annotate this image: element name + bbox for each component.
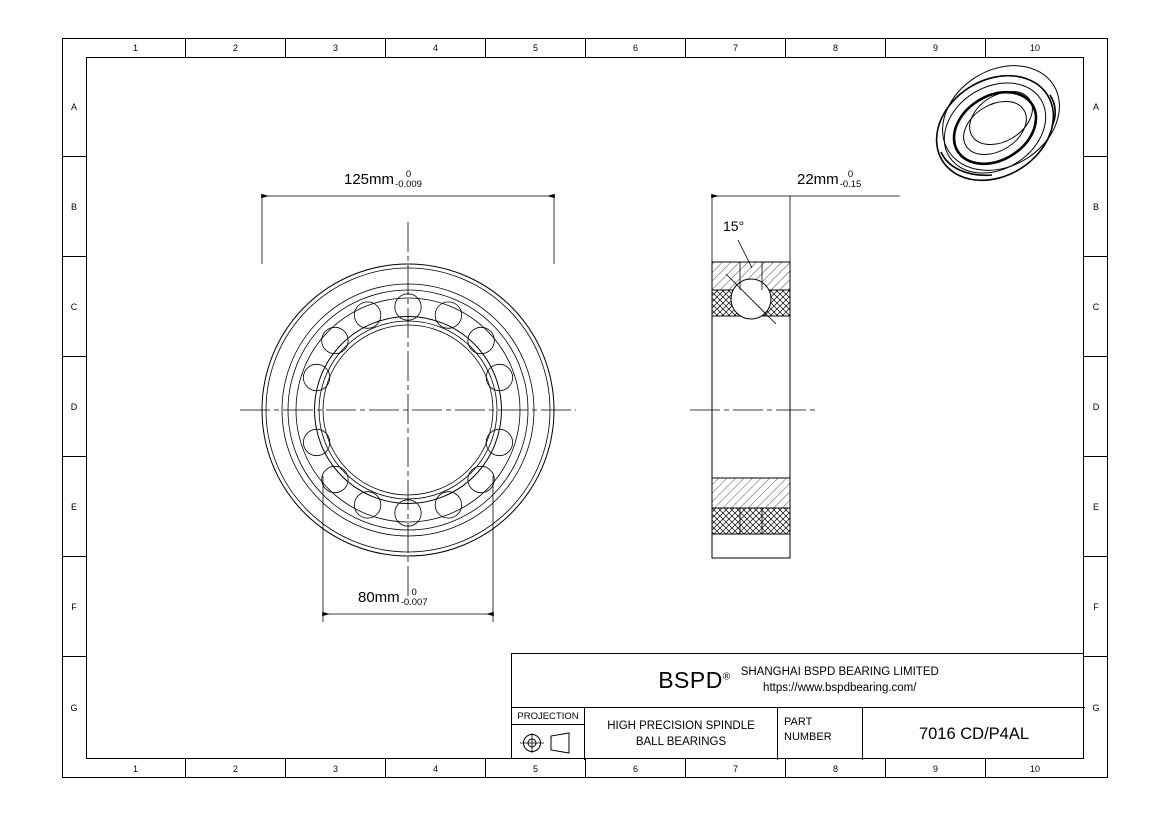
tolerance-upper: 0 [411, 587, 417, 598]
zone-label: 3 [332, 42, 338, 53]
dimension-value: 22mm [797, 170, 839, 188]
brand-group [658, 665, 939, 696]
zone-label: 1 [132, 763, 138, 774]
zone-label: A [70, 101, 77, 112]
zone-label: 4 [432, 763, 438, 774]
front-view-centerlines [240, 222, 576, 598]
dimension-outer-diameter [344, 170, 422, 190]
zone-label: 9 [932, 42, 938, 53]
zone-label: 9 [932, 763, 938, 774]
tolerance-stack [840, 170, 862, 190]
tolerance-stack [395, 170, 422, 190]
title-block-header [512, 654, 1085, 708]
company-info [741, 665, 939, 696]
dimension-bore-diameter [358, 588, 428, 608]
zone-label: 8 [832, 42, 838, 53]
company-website[interactable]: https://www.bspdbearing.com/ [763, 681, 917, 694]
dimension-value: 80mm [358, 588, 400, 606]
zone-label: 2 [232, 42, 238, 53]
projection-label: PROJECTION [512, 708, 584, 725]
zone-label: 7 [732, 42, 738, 53]
zone-label: E [1092, 501, 1099, 512]
zone-label: 6 [632, 763, 638, 774]
title-block [511, 653, 1084, 759]
dimension-lines [262, 196, 900, 622]
tolerance-lower: -0.009 [395, 178, 422, 190]
zone-label: D [70, 401, 78, 412]
part-label-line-1: PART [784, 716, 813, 728]
projection-symbol-graphic [517, 732, 579, 754]
tolerance-upper: 0 [847, 169, 854, 180]
zone-label: 1 [132, 42, 138, 53]
dimension-width [797, 170, 861, 190]
brand-logo [658, 667, 731, 694]
isometric-bearing-view [917, 44, 1079, 201]
brand-name: BSPD [658, 667, 723, 693]
zone-label: E [70, 501, 77, 512]
zone-label: G [70, 703, 78, 713]
zone-label: 2 [232, 763, 238, 774]
dimension-value: 125mm [344, 170, 395, 188]
dimension-contact-angle: 15° [723, 218, 745, 234]
projection-cell [512, 708, 585, 760]
zone-label: D [1092, 401, 1100, 412]
part-number-value-cell: 7016 CD/P4AL [918, 724, 1030, 743]
zone-label: F [1093, 601, 1099, 612]
tolerance-stack [401, 588, 428, 608]
zone-label: B [70, 201, 77, 212]
zone-label: F [71, 601, 77, 612]
tolerance-upper: 0 [405, 169, 412, 180]
part-number-label-cell [778, 708, 863, 760]
title-block-body [512, 708, 1085, 760]
zone-label: 5 [532, 42, 538, 53]
zone-label: 3 [332, 763, 338, 774]
zone-label: C [70, 301, 78, 312]
zone-label: 8 [832, 763, 838, 774]
zone-label: 4 [432, 42, 438, 53]
zone-label: 10 [1029, 42, 1040, 53]
tolerance-lower: -0.15 [839, 178, 862, 190]
zone-label: 5 [532, 763, 538, 774]
part-label-line-2: NUMBER [784, 730, 832, 743]
registered-mark-icon: ® [722, 671, 731, 683]
description-line-2: BALL BEARINGS [635, 736, 727, 748]
zone-label: C [1092, 301, 1100, 312]
description-line-1: HIGH PRECISION SPINDLE [607, 719, 755, 732]
zone-label: B [1092, 201, 1099, 212]
first-angle-projection-icon [512, 725, 584, 760]
company-name: SHANGHAI BSPD BEARING LIMITED [740, 665, 939, 678]
zone-label: 6 [632, 42, 638, 53]
zone-label: G [1092, 703, 1100, 713]
product-description-cell [585, 708, 778, 760]
tolerance-lower: -0.007 [400, 596, 428, 608]
zone-label: A [1092, 101, 1099, 112]
zone-label: 7 [732, 763, 738, 774]
zone-label: 10 [1029, 763, 1040, 774]
